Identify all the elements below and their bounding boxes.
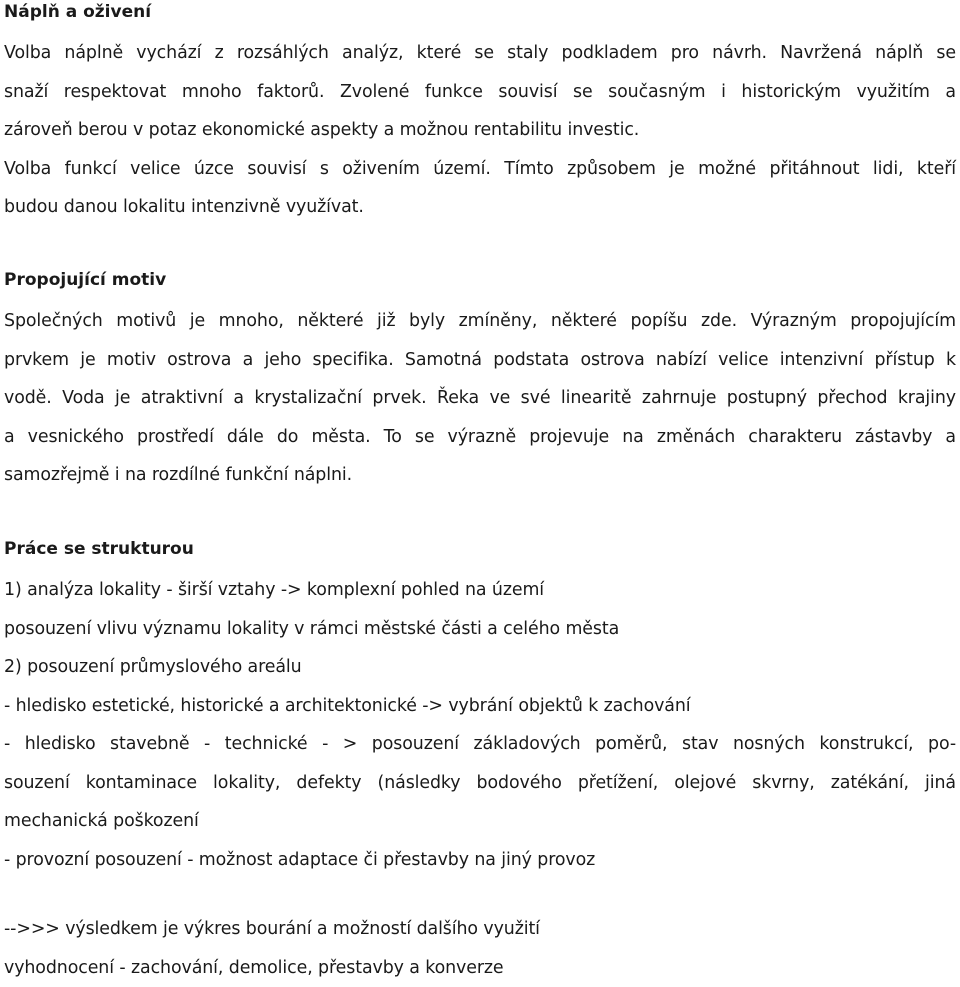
paragraph-line: prvkem je motiv ostrova a jeho specifika. Samotná podstata ostrova nabízí velice intenzivní přístup k [4, 341, 956, 380]
list-line: posouzení vlivu významu lokality v rámci městské části a celého města [4, 610, 956, 649]
list-line: mechanická poškození [4, 802, 956, 841]
section-heading: Práce se strukturou [4, 537, 956, 561]
section-result-notes [4, 910, 956, 987]
list-line: - provozní posouzení - možnost adaptace či přestavby na jiný provoz [4, 841, 956, 880]
result-line: -->>> výsledkem je výkres bourání a možností dalšího využití [4, 910, 956, 949]
result-line: vyhodnocení - zachování, demolice, přestavby a konverze [4, 949, 956, 987]
paragraph-line: budou danou lokalitu intenzivně využívat. [4, 188, 956, 227]
paragraph-line: Volba funkcí velice úzce souvisí s oživením území. Tímto způsobem je možné přitáhnout lidi, kteří [4, 150, 956, 189]
list-line: - hledisko stavebně - technické - > posouzení základových poměrů, stav nosných konstrukcí, po- [4, 725, 956, 764]
paragraph-line: samozřejmě i na rozdílné funkční náplni. [4, 456, 956, 495]
list-line: souzení kontaminace lokality, defekty (následky bodového přetížení, olejové skvrny, zatékání, jiná [4, 764, 956, 803]
paragraph-line: Společných motivů je mnoho, některé již byly zmíněny, některé popíšu zde. Výrazným propojujícím [4, 302, 956, 341]
section-heading: Propojující motiv [4, 268, 956, 292]
section-napln-a-oziveni [4, 0, 956, 227]
paragraph-line: Volba náplně vychází z rozsáhlých analýz, které se staly podkladem pro návrh. Navržená náplň se [4, 34, 956, 73]
paragraph-line: snaží respektovat mnoho faktorů. Zvolené funkce souvisí se současným i historickým využitím a [4, 73, 956, 112]
list-line: 2) posouzení průmyslového areálu [4, 648, 956, 687]
list-line: 1) analýza lokality - širší vztahy -> komplexní pohled na území [4, 571, 956, 610]
paragraph-line: zároveň berou v potaz ekonomické aspekty a možnou rentabilitu investic. [4, 111, 956, 150]
section-prace-se-strukturou [4, 537, 956, 879]
paragraph-line: vodě. Voda je atraktivní a krystalizační prvek. Řeka ve své linearitě zahrnuje postupný přechod krajiny [4, 379, 956, 418]
section-propojujici-motiv [4, 268, 956, 495]
paragraph-line: a vesnického prostředí dále do města. To se výrazně projevuje na změnách charakteru zástavby a [4, 418, 956, 457]
list-line: - hledisko estetické, historické a architektonické -> vybrání objektů k zachování [4, 687, 956, 726]
section-heading: Náplň a oživení [4, 0, 956, 24]
